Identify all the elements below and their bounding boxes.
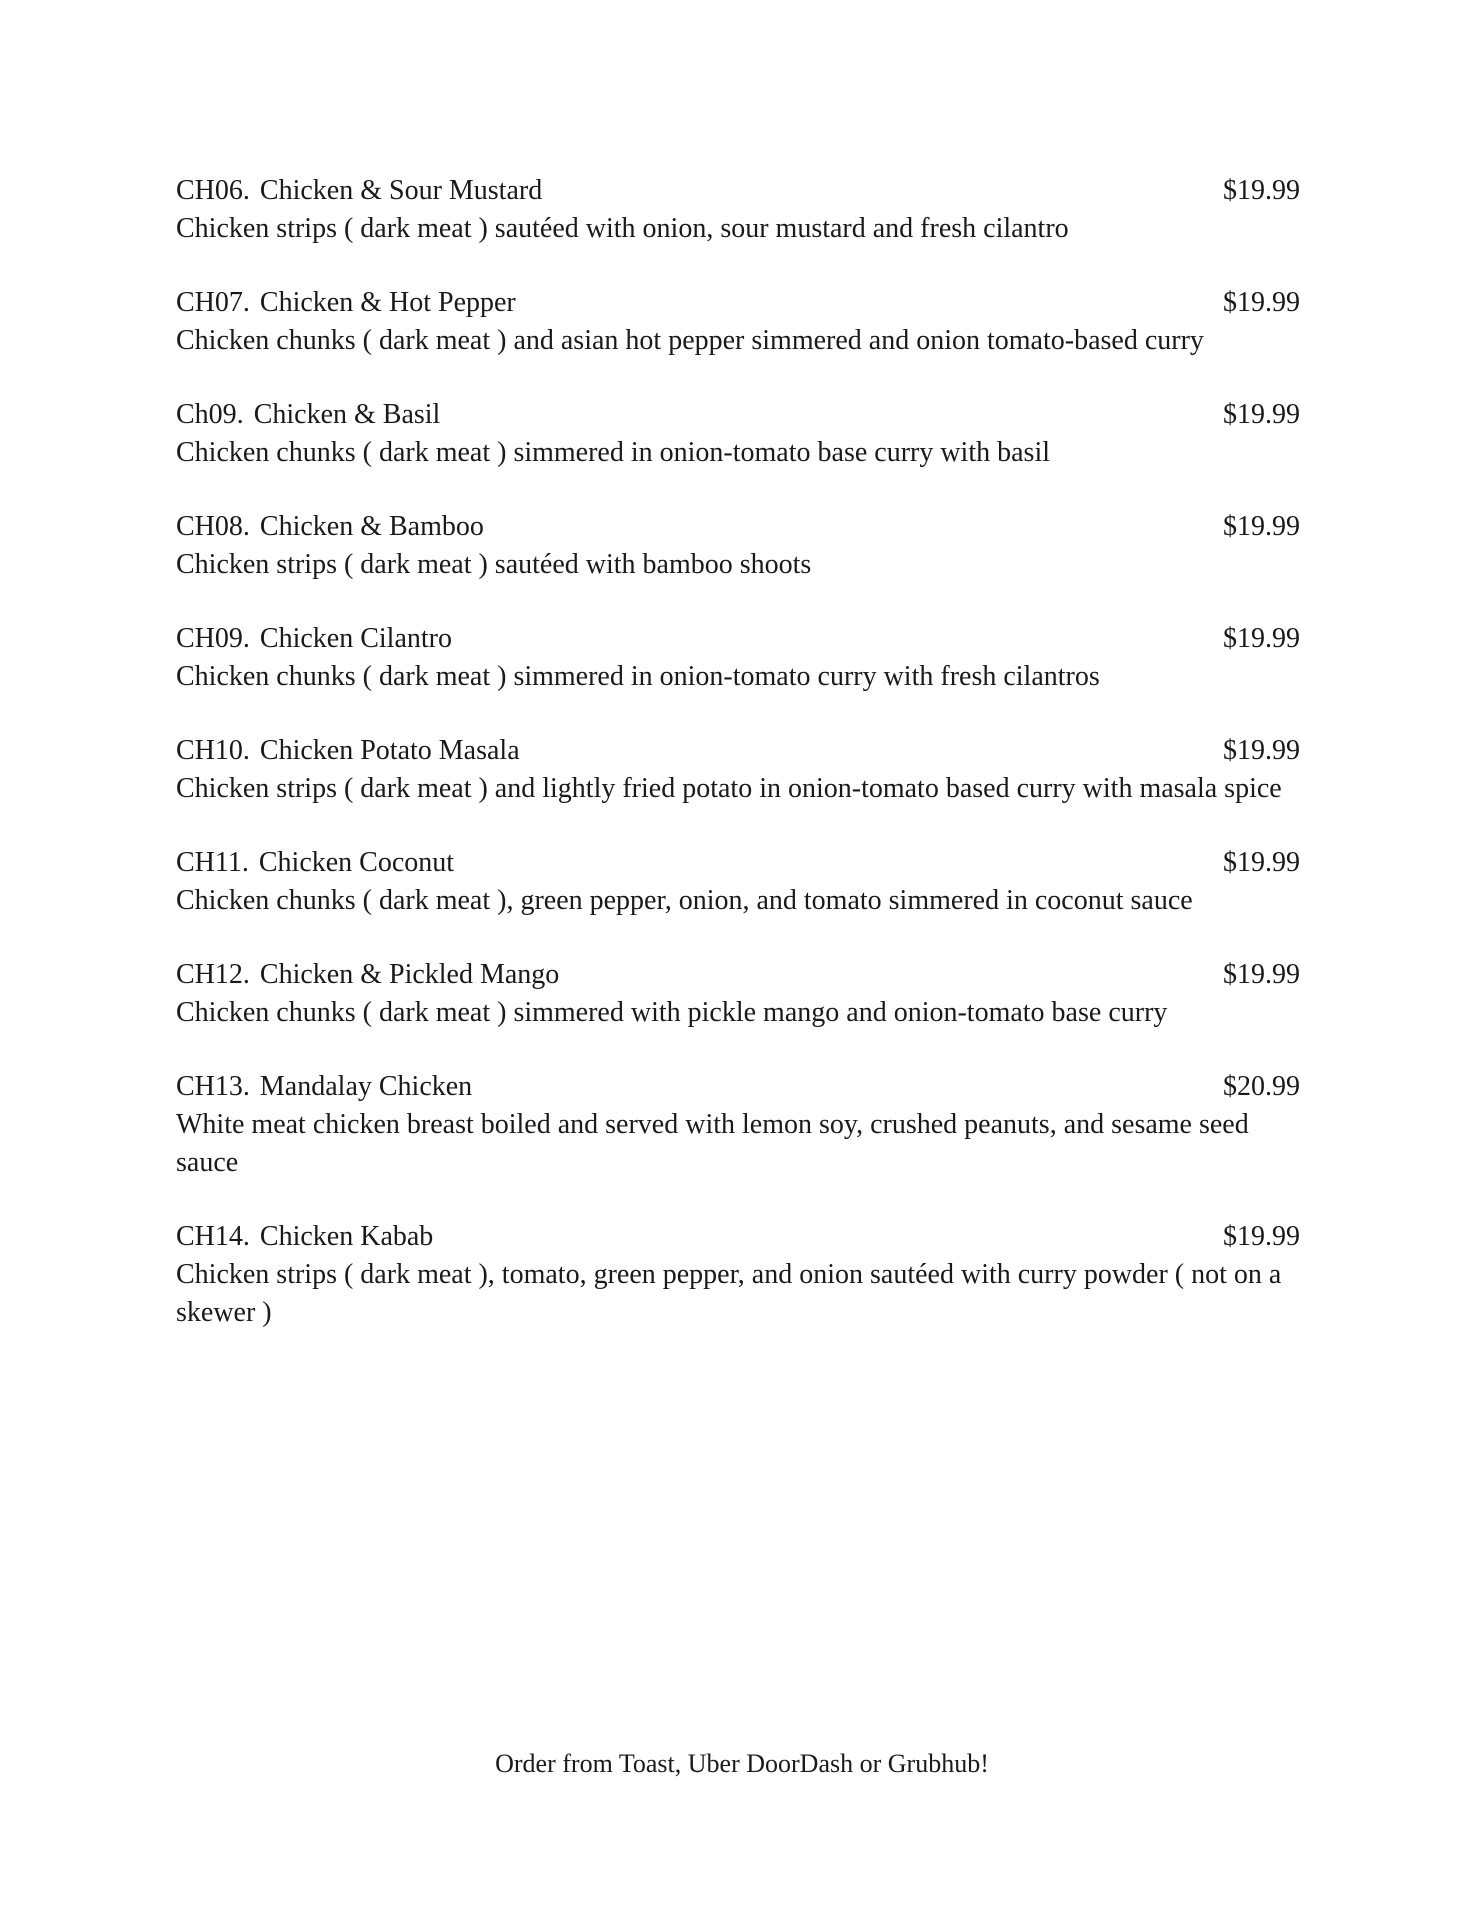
menu-item-header (176, 732, 1300, 770)
item-description: Chicken chunks ( dark meat ) simmered in onion-tomato base curry with basil (176, 437, 1051, 468)
menu-item-title (176, 732, 520, 770)
item-name: Chicken Coconut (258, 847, 455, 878)
item-description: Chicken chunks ( dark meat ) and asian hot pepper simmered and onion tomato-based curry (176, 325, 1204, 356)
item-name: Chicken Cilantro (259, 623, 452, 654)
item-name: Chicken Kabab (259, 1221, 434, 1252)
item-description: Chicken chunks ( dark meat ) simmered in onion-tomato curry with fresh cilantros (176, 661, 1100, 692)
menu-item-title (176, 396, 440, 434)
item-name: Chicken & Basil (253, 399, 441, 430)
item-price: $19.99 (1223, 959, 1300, 990)
item-description: Chicken strips ( dark meat ), tomato, green pepper, and onion sautéed with curry powder ( not on a skewer ) (176, 1259, 1282, 1328)
item-name: Chicken & Bamboo (259, 511, 484, 542)
item-name: Chicken & Sour Mustard (259, 175, 543, 206)
item-price: $19.99 (1223, 175, 1300, 206)
item-price: $19.99 (1223, 1221, 1300, 1252)
menu-item-header (176, 844, 1300, 882)
menu-item (176, 844, 1300, 920)
item-description: Chicken strips ( dark meat ) and lightly fried potato in onion-tomato based curry with masala spice (176, 773, 1282, 804)
menu-item-title (176, 844, 454, 882)
item-price: $19.99 (1223, 847, 1300, 878)
menu-item (176, 620, 1300, 696)
item-name: Mandalay Chicken (259, 1071, 473, 1102)
item-description: Chicken chunks ( dark meat ), green pepper, onion, and tomato simmered in coconut sauce (176, 885, 1193, 916)
menu-item-title (176, 1068, 472, 1106)
item-code: CH09. (176, 623, 250, 654)
item-name: Chicken & Pickled Mango (259, 959, 560, 990)
item-code: CH14. (176, 1221, 250, 1252)
menu-list (176, 172, 1300, 1368)
menu-item-header (176, 1068, 1300, 1106)
menu-item-header (176, 620, 1300, 658)
item-code: CH13. (176, 1071, 250, 1102)
item-name: Chicken & Hot Pepper (259, 287, 516, 318)
item-code: CH07. (176, 287, 250, 318)
menu-item-header (176, 1218, 1300, 1256)
menu-item-title (176, 508, 484, 546)
menu-item-title (176, 1218, 433, 1256)
menu-item (176, 1068, 1300, 1182)
item-description: Chicken strips ( dark meat ) sautéed with onion, sour mustard and fresh cilantro (176, 213, 1069, 244)
menu-item-title (176, 284, 516, 322)
item-code: Ch09. (176, 399, 244, 430)
item-price: $19.99 (1223, 399, 1300, 430)
menu-item (176, 732, 1300, 808)
menu-item-title (176, 172, 542, 210)
menu-item (176, 172, 1300, 248)
menu-item (176, 508, 1300, 584)
item-price: $19.99 (1223, 511, 1300, 542)
menu-item-title (176, 620, 452, 658)
item-description: White meat chicken breast boiled and served with lemon soy, crushed peanuts, and sesame seed sauce (176, 1109, 1249, 1178)
item-name: Chicken Potato Masala (259, 735, 520, 766)
menu-item-title (176, 956, 559, 994)
menu-item (176, 284, 1300, 360)
item-code: CH08. (176, 511, 250, 542)
item-price: $20.99 (1223, 1071, 1300, 1102)
menu-item-header (176, 508, 1300, 546)
menu-item-header (176, 284, 1300, 322)
menu-item (176, 1218, 1300, 1332)
item-code: CH06. (176, 175, 250, 206)
item-description: Chicken strips ( dark meat ) sautéed with bamboo shoots (176, 549, 812, 580)
footer-order-note: Order from Toast, Uber DoorDash or Grubhub! (495, 1749, 989, 1778)
item-code: CH11. (176, 847, 249, 878)
menu-item-header (176, 172, 1300, 210)
item-price: $19.99 (1223, 623, 1300, 654)
menu-item-header (176, 396, 1300, 434)
item-description: Chicken chunks ( dark meat ) simmered with pickle mango and onion-tomato base curry (176, 997, 1168, 1028)
item-price: $19.99 (1223, 287, 1300, 318)
item-price: $19.99 (1223, 735, 1300, 766)
menu-item (176, 396, 1300, 472)
menu-item-header (176, 956, 1300, 994)
item-code: CH10. (176, 735, 250, 766)
item-code: CH12. (176, 959, 250, 990)
menu-item (176, 956, 1300, 1032)
